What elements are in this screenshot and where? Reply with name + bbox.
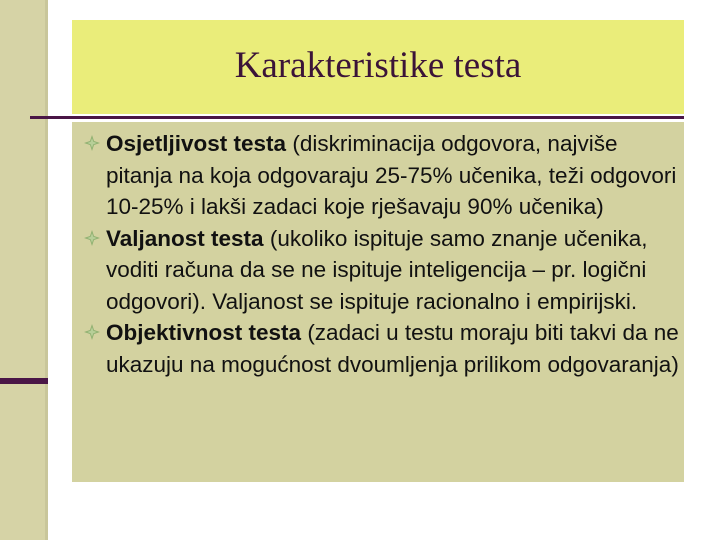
bullet-term: Valjanost testa: [106, 225, 264, 251]
diamond-bullet-icon: [82, 133, 102, 153]
title-box: [72, 20, 684, 114]
bullet-item-valjanost: [80, 223, 684, 318]
bullet-term: Objektivnost testa: [106, 320, 302, 345]
bullet-text: (ukoliko ispituje samo znanje učenika, voditi računa da se ne ispituje inteligencija – pr. logični odgovori). Valjanost se ispituje racionalno i empirijski.: [106, 225, 648, 314]
bullet-text: (zadaci u testu moraju biti takvi da ne ukazuju na mogućnost dvoumljenja prilikom odgovaranja): [106, 320, 679, 377]
left-decorative-band: [0, 0, 48, 540]
bullet-text: (diskriminacija odgovora, najviše pitanja na koja odgovaraju 25-75% učenika, teži odgovori 10-25% i lakši zadaci koje rješavaju 90% učenika): [106, 131, 677, 219]
slide-title: Karakteristike testa: [234, 44, 522, 86]
left-band-edge: [45, 0, 48, 540]
bullet-term: Osjetljivost testa: [106, 131, 287, 156]
bullet-item-objektivnost: [80, 317, 684, 380]
left-accent-bar: [0, 378, 48, 384]
bullet-item-osjetljivost: [80, 128, 684, 223]
diamond-bullet-icon: [82, 228, 102, 248]
bullet-list: [80, 128, 684, 380]
title-underline: [30, 116, 684, 119]
diamond-bullet-icon: [82, 322, 102, 342]
